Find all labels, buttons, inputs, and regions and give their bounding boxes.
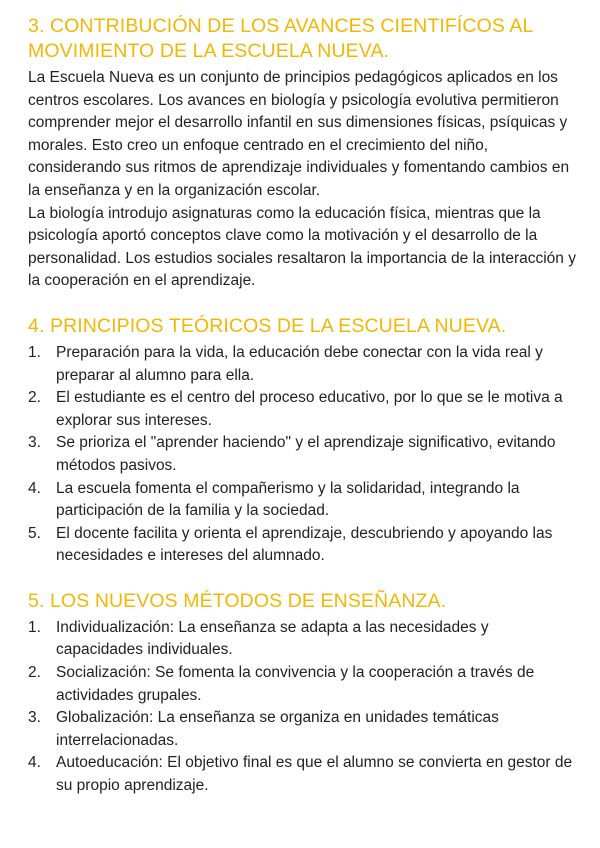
list-text: Socialización: Se fomenta la convivencia y la cooperación a través de actividades grupales. bbox=[56, 664, 535, 704]
list-number: 2. bbox=[28, 664, 41, 682]
list-item bbox=[28, 432, 576, 477]
paragraph: La Escuela Nueva es un conjunto de principios pedagógicos aplicados en los centros escolares. Los avances en biología y psicología evolutiva permitieron comprender mejor el desarrollo infantil en sus dimensiones físicas, psíquicas y morales. Esto creo un enfoque centrado en el crecimiento del niño, considerando sus ritmos de aprendizaje individuales y fomentando cambios en la enseñanza y en la organización escolar. bbox=[28, 69, 570, 199]
list-text: Globalización: La enseñanza se organiza en unidades temáticas interrelacionadas. bbox=[56, 709, 499, 749]
methods-list bbox=[28, 617, 576, 798]
list-number: 3. bbox=[28, 709, 41, 727]
list-item bbox=[28, 478, 576, 523]
list-item bbox=[28, 617, 576, 662]
list-item bbox=[28, 342, 576, 387]
section-title: 3. CONTRIBUCIÓN DE LOS AVANCES CIENTIFÍCOS AL MOVIMIENTO DE LA ESCUELA NUEVA. bbox=[28, 15, 533, 62]
list-number: 1. bbox=[28, 618, 41, 636]
list-number: 5. bbox=[28, 524, 41, 542]
list-text: Preparación para la vida, la educación debe conectar con la vida real y preparar al alumno para ella. bbox=[56, 343, 543, 384]
section-new-methods bbox=[28, 589, 576, 798]
list-item bbox=[28, 662, 576, 707]
list-text: Se prioriza el "aprender haciendo" y el aprendizaje significativo, evitando métodos pasivos. bbox=[56, 434, 556, 474]
list-number: 3. bbox=[28, 434, 41, 452]
list-text: Autoeducación: El objetivo final es que el alumno se convierta en gestor de su propio aprendizaje. bbox=[56, 754, 573, 795]
paragraph: La biología introdujo asignaturas como la educación física, mientras que la psicología aportó conceptos clave como la motivación y el desarrollo de la personalidad. Los estudios sociales resaltaron la importancia de la interacción y la cooperación en el aprendizaje. bbox=[28, 204, 576, 290]
list-text: El docente facilita y orienta el aprendizaje, descubriendo y apoyando las necesidades e intereses del alumnado. bbox=[56, 524, 553, 565]
list-number: 4. bbox=[28, 479, 41, 497]
list-item bbox=[28, 523, 576, 568]
section-title: 5. LOS NUEVOS MÉTODOS DE ENSEÑANZA. bbox=[28, 589, 447, 612]
list-text: La escuela fomenta el compañerismo y la solidaridad, integrando la participación de la familia y la sociedad. bbox=[56, 479, 520, 520]
section-theoretical-principles bbox=[28, 314, 576, 568]
list-item bbox=[28, 752, 576, 797]
principles-list bbox=[28, 342, 576, 568]
list-number: 4. bbox=[28, 754, 41, 772]
list-number: 1. bbox=[28, 343, 41, 361]
list-text: Individualización: La enseñanza se adapta a las necesidades y capacidades individuales. bbox=[56, 618, 489, 659]
list-text: El estudiante es el centro del proceso educativo, por lo que se le motiva a explorar sus intereses. bbox=[56, 389, 563, 429]
list-number: 2. bbox=[28, 389, 41, 407]
section-title: 4. PRINCIPIOS TEÓRICOS DE LA ESCUELA NUEVA. bbox=[28, 314, 507, 337]
list-item bbox=[28, 387, 576, 432]
section-scientific-advances bbox=[28, 14, 576, 293]
list-item bbox=[28, 707, 576, 752]
